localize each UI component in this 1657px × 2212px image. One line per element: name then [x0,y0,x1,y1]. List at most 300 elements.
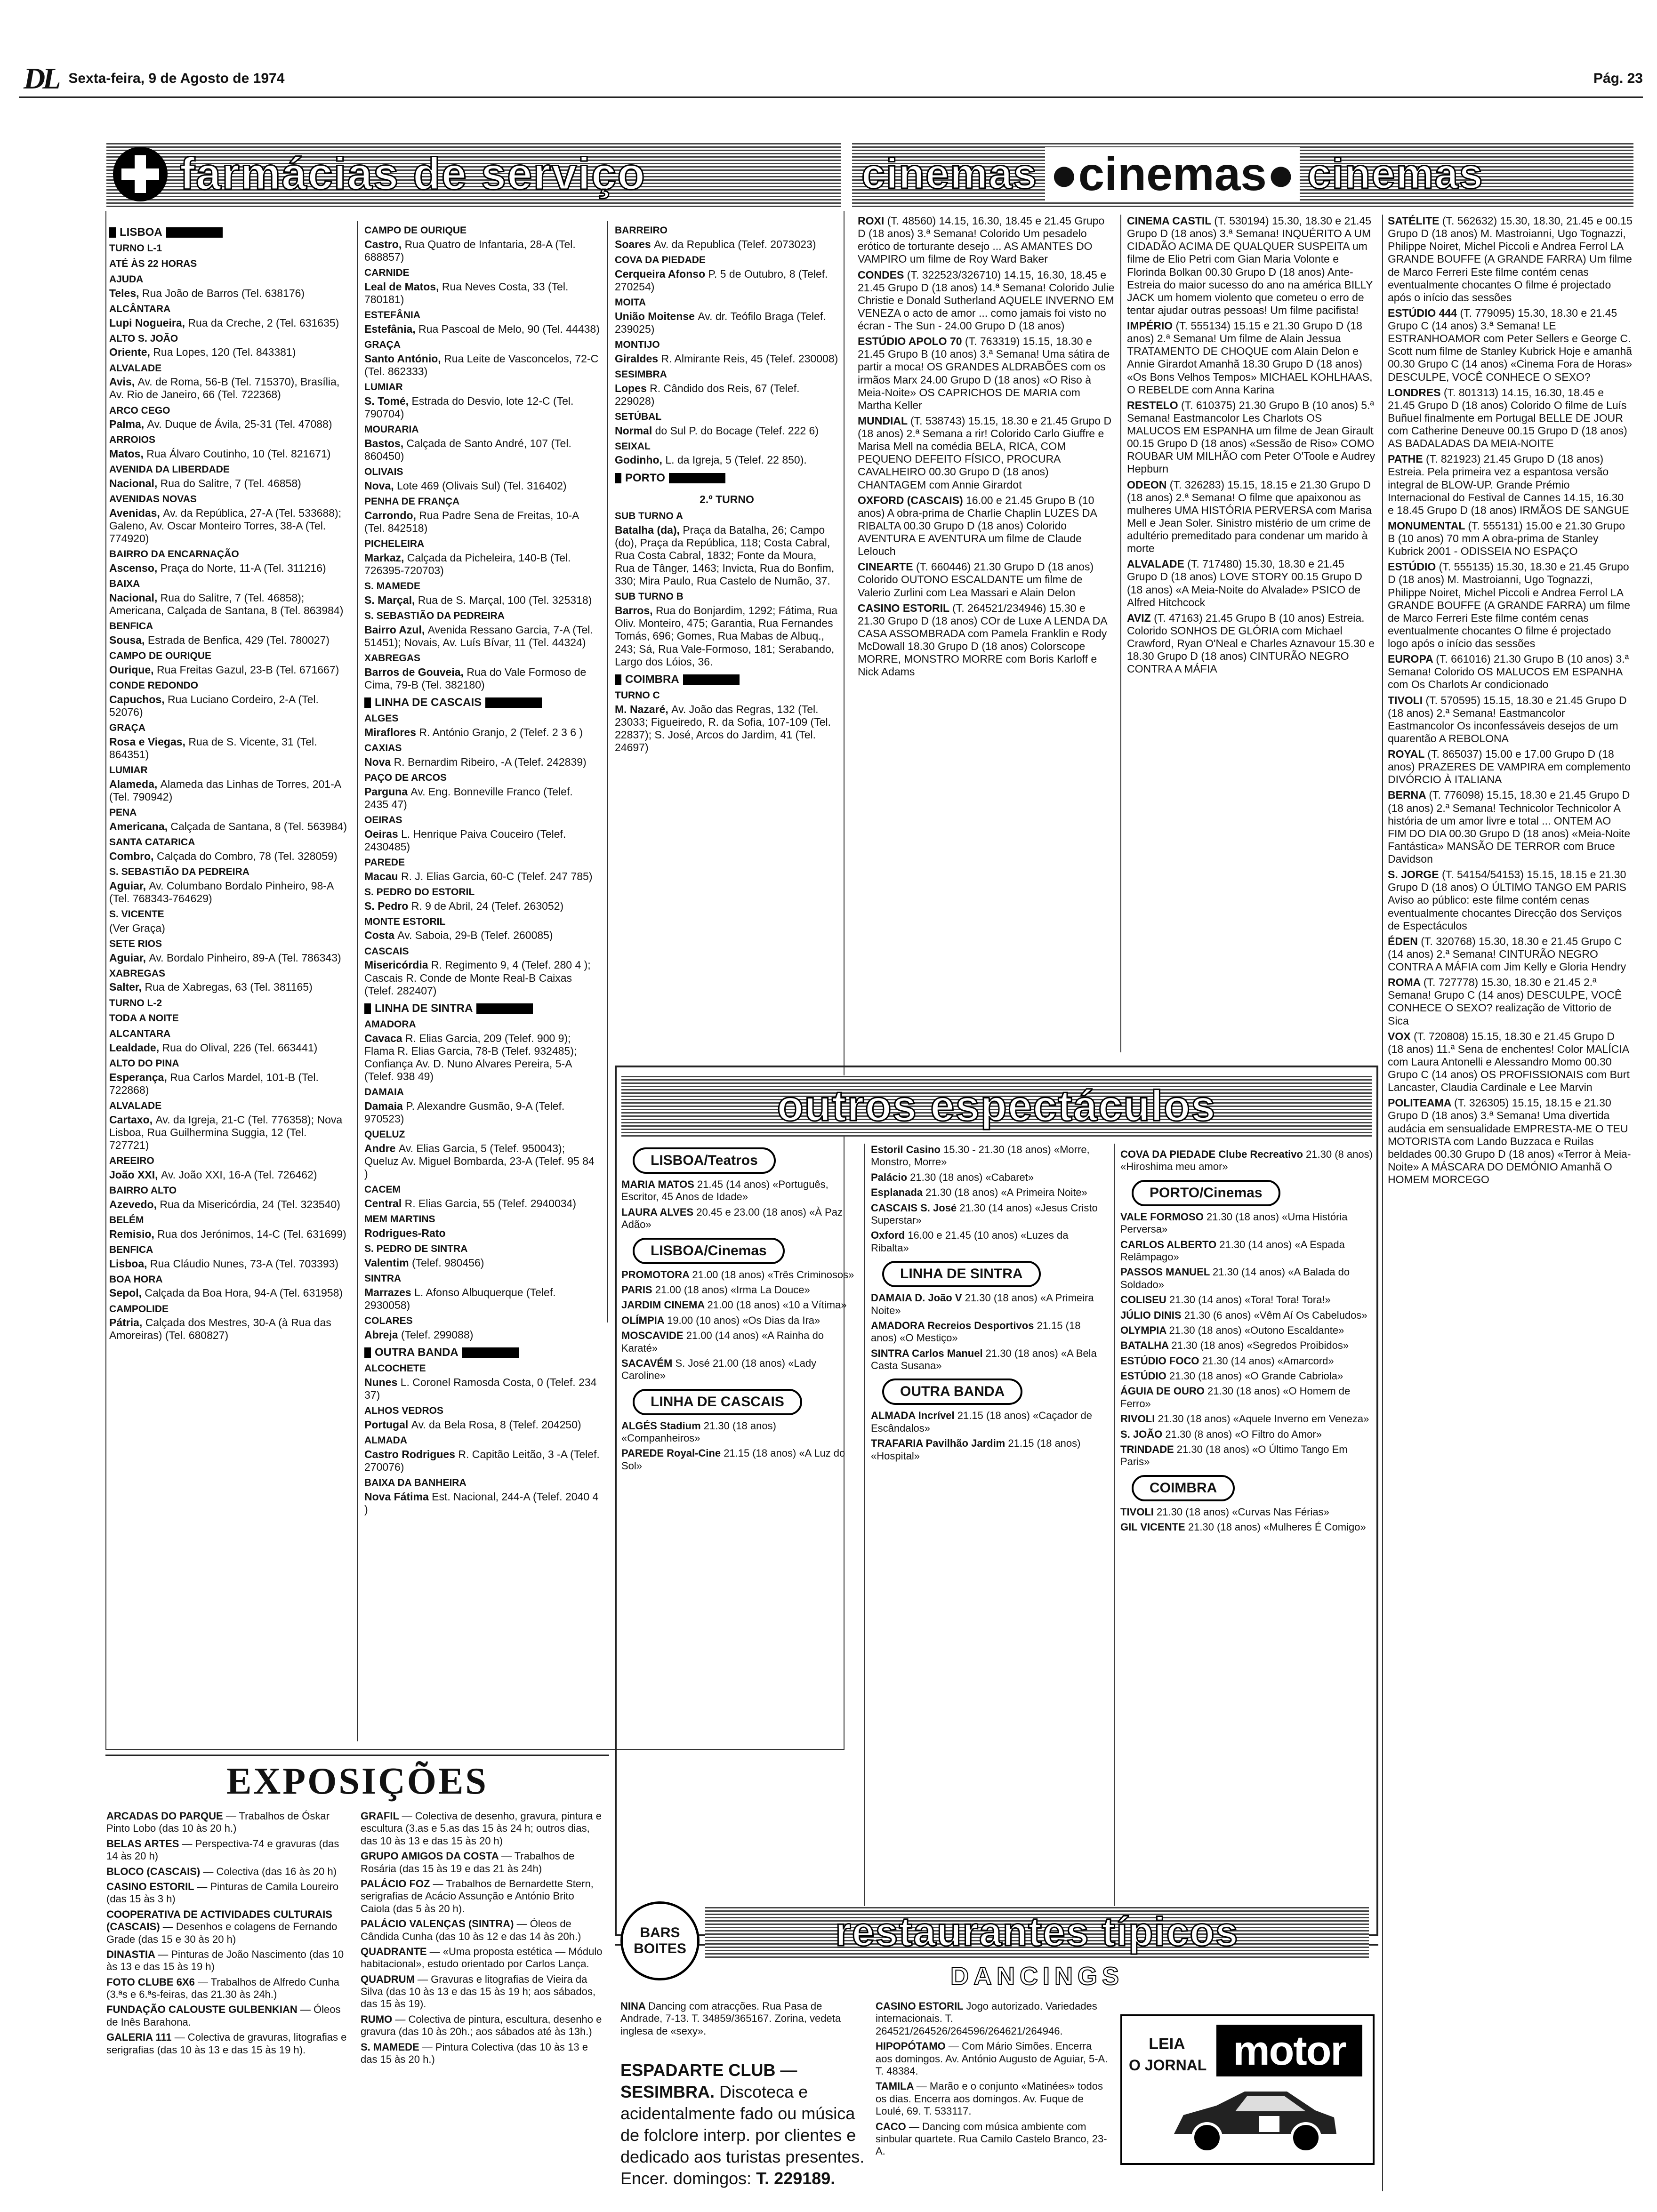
column-divider [1120,215,1121,1052]
heading-bar-icon [364,1003,371,1014]
listing-name: TAMILA [876,2080,917,2092]
listing-entry [1127,612,1376,676]
listing-name: ESTÚDIO [1120,1370,1169,1382]
listing-name: S. Pedro [364,899,411,912]
listing-details: (T. 48560) 14.15, 16.30, 18.45 e 21.45 Grupo D (18 anos) 3.ª Semana! Colorido Um pesadelo erótico de torturante desejo ... AS AMANTES DO VAMPIRO um filme de Roy Ward Baker [858,215,1105,265]
listing-details: Est. Nacional, 244-A (Telef. 2040 4 ) [364,1491,599,1516]
listing-name: Rosa e Viegas, [109,735,189,748]
listing-entry [615,425,839,437]
listing-name: S. Marçal, [364,593,418,606]
listing-name: Avenidas, [109,506,163,519]
listing-details: L. Afonso Albuquerque (Telef. 2930058) [364,1286,556,1312]
district-label: SUB TURNO A [615,511,684,522]
listing-name: Lealdade, [109,1041,162,1054]
listing-entry [109,664,349,676]
district-label: MONTIJO [615,339,660,350]
listing-name: RESTELO [1127,399,1182,411]
listing-entry [364,437,600,463]
listing-details: 21.30 (18 anos) «Companheiros» [621,1419,776,1444]
listing-entry [364,1448,600,1474]
listing-details: 20.45 e 23.00 (18 anos) «À Paz Adão» [621,1206,843,1231]
district-label: BARREIRO [615,225,668,236]
listing-entry [109,1198,349,1211]
listing-entry [1120,1370,1375,1382]
listing-entry [109,634,349,647]
district-label: ESTEFÂNIA [364,310,421,321]
listing-details: Rua de S. Vicente, 31 (Tel. 864351) [109,735,317,761]
bars-column-2 [876,2000,1111,2161]
district-label: MEM MARTINS [364,1214,435,1225]
listing-entry [106,1810,351,1835]
listing-name: Cavaca [364,1032,405,1044]
listing-name: Central [364,1197,405,1210]
listing-details: 21.15 (18 anos) «A Luz do Sol» [621,1447,845,1472]
listing-details: L. Henrique Paiva Couceiro (Telef. 2430485) [364,827,566,853]
listing-details: 21.30 (14 anos) «A Balada do Soldado» [1120,1266,1350,1290]
listing-name: Rodrigues-Rato [364,1227,446,1240]
motor-advert [1120,2014,1375,2165]
listing-entry [364,726,600,739]
shift-label: 2.º TURNO [700,493,754,505]
cinemas-banner-right: cinemas [1307,150,1484,198]
listing-entry [109,778,349,803]
listing-details: Av. da República, 27-A (Tel. 533688); Galeno, Av. Oscar Monteiro Torres, 38-A (Tel. 774920) [109,506,342,545]
listing-name: SATÉLITE [1388,215,1442,227]
listing-entry [109,880,349,905]
listing-name: JARDIM CINEMA [621,1299,708,1311]
listing-details: (T. 530194) 15.30, 18.30 e 21.45 Grupo D (18 anos) 3.ª Semana! INQUÉRITO A UM CIDADÃO ACIMA DE QUALQUER SUSPEITA um filme de Elio Petri com Gian Maria Volonte e Florinda Bolkan 00.30 Grupo D (18 anos) Ante-Estreia do maior sucesso do ano na américa BILLY JACK um homem violento que cometeu o erro de tentar ajudar outras pessoas! Um filme pacifista! [1127,215,1373,316]
listing-name: Azevedo, [109,1198,160,1210]
listing-details: (T. 661016) 21.30 Grupo B (10 anos) 3.ª Semana! Colorido OS MALUCOS EM ESPANHA com Os Charlots Ar condicionado [1388,653,1629,691]
listing-details: Dancing com atracções. Rua Pasa de Andrade, 7-13. T. 34859/365167. Zorina, vedeta inglesa de «sexy». [620,2000,841,2037]
listing-entry [1388,748,1633,786]
listing-name: ALMADA Incrível [871,1410,957,1422]
listing-entry [621,1330,857,1354]
listing-entry [621,1447,857,1472]
listing-name: ODEON [1127,478,1170,491]
listing-name: CINEMA CASTIL [1127,215,1215,227]
listing-details: 15.30 - 21.30 (18 anos) «Morre, Monstro, Morre» [871,1144,1090,1168]
listing-details: (T. 801313) 14.15, 16.30, 18.45 e 21.45 Grupo D (18 anos) Colorido O filme de Luís Buñuel finalmente em Portugal BELLE DE JOUR com Catherine Deneuve 00.15 Grupo D (18 anos) AS BADALADAS DA MEIA-NOITE [1388,386,1627,450]
pharmacies-column-2 [364,221,600,1519]
district-label: BENFICA [109,1244,153,1255]
listing-name: SINTRA Carlos Manuel [871,1347,986,1359]
district-label: CASCAIS [364,946,409,957]
district-label: AVENIDAS NOVAS [109,494,197,505]
listing-details: (T. 821923) 21.45 Grupo D (18 anos) Estreia. Pela primeira vez a espantosa versão integral de BLOW-UP. Grande Prémio Internacional do Festival de Cannes 14.15, 16.30 e 18.45 Grupo D (18 anos) IRMÃOS DE SANGUE [1388,453,1629,516]
listing-details: Rua Carlos Mardel, 101-B (Tel. 722868) [109,1071,319,1096]
listing-entry [621,1178,857,1203]
listing-entry [871,1186,1106,1199]
listing-name: Matos, [109,448,147,460]
heading-bar-icon [485,697,542,708]
listing-entry [1388,935,1633,973]
listing-entry [364,594,600,607]
listing-entry [109,287,349,300]
heading-bar-icon [462,1347,519,1358]
listing-details: 21.30 (18 anos) «Curvas Nas Férias» [1157,1506,1329,1518]
motor-ad-leia: LEIA [1149,2035,1185,2053]
listing-name: Estoril Casino [871,1144,944,1155]
district-label: PENHA DE FRANÇA [364,496,460,507]
listing-entry [106,1908,351,1946]
listing-name: S. JOÃO [1120,1428,1166,1440]
listing-name: Markaz, [364,551,407,564]
listing-details: — Óleos de Inês Barahona. [106,2004,341,2028]
outros-column-3 [1120,1148,1375,1537]
listing-details: (T. 538743) 15.15, 18.30 e 21.45 Grupo D (18 anos) 2.ª Semana a rir! Colorido Carlo Giuffre e Marisa Mell na comédia BELA, RICA, COM PEQUENO DEFEITO FÍSICO, PROCURA CAVALHEIRO 00.30 Grupo D (18 anos) CHANTAGEM com Annie Girardot [858,414,1112,491]
listing-details: (Ver Graça) [109,922,165,934]
listing-entry [1120,1521,1375,1533]
heading-bar-icon [109,227,116,238]
listing-details: 21.30 (18 anos) «Uma História Perversa» [1120,1210,1348,1235]
listing-name: ALVALADE [1127,558,1188,570]
listing-name: AVIZ [1127,611,1154,624]
listing-entry [361,1810,605,1847]
bars-label: BARS [640,1924,680,1940]
listing-details: 21.30 (18 anos) «A Primeira Noite» [925,1186,1087,1199]
listing-name: COLISEU [1120,1294,1169,1306]
listing-name: Nova [364,755,394,768]
listing-name: Carrondo, [364,509,419,521]
listing-details: — Desenhos e colagens de Fernando Grade (das 15 e 30 às 20 h) [106,1921,338,1945]
listing-entry [620,2000,865,2037]
exposicoes-column-1 [106,1810,351,2059]
listing-entry [109,507,349,545]
listing-name: Leal de Matos, [364,280,442,293]
listing-name: CASINO ESTORIL [876,2000,966,2012]
heading-bar-icon [364,697,371,708]
restaurantes-banner-title: restaurantes típicos [835,1909,1239,1955]
listing-name: Sepol, [109,1287,145,1299]
section-heading-label: OUTRA BANDA [375,1346,458,1359]
listing-name: CASINO ESTORIL [858,601,953,614]
listing-details: 21.30 (18 anos) «Segredos Proibidos» [1171,1339,1349,1352]
listing-entry [1120,1324,1375,1337]
motor-ad-jornal: O JORNAL [1129,2057,1207,2074]
district-label: GRAÇA [109,722,145,734]
listing-name: ARCADAS DO PARQUE [106,1810,226,1822]
district-label: ALCOCHETE [364,1363,426,1374]
listing-entry [621,1299,857,1311]
district-label: XABREGAS [364,652,421,664]
listing-entry [1127,399,1376,476]
listing-entry [109,820,349,833]
listing-details: — Trabalhos de Alfredo Cunha (3.ªs e 6.ªs-feiras, das 21.30 às 24h.) [106,1976,339,2001]
listing-details: Jogo autorizado. Variedades internacionais. T. 264521/264526/264596/264621/264946. [876,2000,1097,2037]
district-label: COLARES [364,1315,413,1327]
listing-details: 21.30 (18 anos) «Aquele Inverno em Veneza» [1158,1413,1369,1425]
listing-name: IMPÉRIO [1127,320,1176,332]
district-label: CAMPO DE OURIQUE [364,225,467,236]
listing-details: 16.00 e 21.45 Grupo B (10 anos) A obra-prima de Charlie Chaplin LUZES DA RIBALTA 00.30 Grupo D (18 anos) Colorido AVENTURA E AVENTURA um filme de Claude Lelouch [858,494,1097,558]
listing-details: 21.00 (18 anos) «Três Criminosos» [692,1268,854,1281]
cinemas-column-1 [858,215,1115,681]
pharmacies-column-3 [615,221,839,757]
listing-name: PARIS [621,1283,655,1296]
listing-name: ÁGUIA DE OURO [1120,1385,1207,1397]
listing-entry [1388,789,1633,866]
listing-entry [1388,307,1633,384]
district-label: GRAÇA [364,339,401,350]
listing-entry [871,1437,1106,1462]
listing-entry [109,1287,349,1299]
district-label: OEIRAS [364,814,402,825]
listing-entry [1120,1239,1375,1264]
district-label: ALVALADE [109,1100,162,1111]
espadarte-ad [620,2060,865,2189]
listing-entry [615,238,839,251]
district-label: CACEM [364,1184,401,1195]
district-label: BENFICA [109,621,153,632]
listing-details: Rua do Salitre, 7 (Tel. 46858); Americana, Calçada de Santana, 8 (Tel. 863984) [109,592,344,617]
district-label: CONDE REDONDO [109,680,199,691]
listing-name: MARIA MATOS [621,1178,697,1190]
category-label: LINHA DE CASCAIS [633,1389,802,1415]
listing-name: Parguna [364,785,411,798]
heading-bar-icon [615,473,621,483]
district-label: MOITA [615,297,646,308]
listing-name: Combro, [109,850,157,862]
listing-entry [361,1973,605,2011]
listing-entry [1388,694,1633,745]
listing-name: Esperança, [109,1071,170,1083]
listing-name: TIVOLI [1120,1506,1157,1518]
listing-details: (T. 779095) 15.30, 18.30 e 21.45 Grupo C (14 anos) 3.ª Semana! LE ESTRANHOAMOR com Peter Sellers e George C. Scott num filme de Stanley Kubrick Hoje e amanhã 00.30 Grupo C (14 anos) «Cinema Fora de Horas» DESCULPE, VOCÊ CONHECE O SEXO? [1388,306,1633,383]
listing-entry [109,448,349,460]
listing-name: Sousa, [109,634,148,647]
listing-entry [364,785,600,811]
category-label: OUTRA BANDA [882,1378,1022,1405]
district-label: CAMPOLIDE [109,1303,169,1314]
listing-details: 21.30 (6 anos) «Vêm Aí Os Cabeludos» [1184,1309,1367,1321]
listing-name: Abreja [364,1328,401,1341]
listing-entry [361,1918,605,1943]
heading-bar-icon [683,674,740,685]
listing-entry [1388,868,1633,932]
listing-name: LONDRES [1388,386,1444,399]
listing-details: 21.15 (18 anos) «O Mestiço» [871,1319,1081,1344]
district-label: AREEIRO [109,1155,154,1167]
listing-entry [364,238,600,264]
listing-entry [364,666,600,691]
district-label: ARROIOS [109,434,156,446]
listing-entry [1120,1506,1375,1518]
listing-entry [876,2000,1111,2037]
listing-entry [1388,386,1633,450]
listing-details: Av. da Igreja, 21-C (Tel. 776358); Nova Lisboa, Rua Guilhermina Suggia, 12 (Tel. 727721) [109,1113,343,1151]
listing-entry [1388,1030,1633,1094]
listing-name: Cartaxo, [109,1113,156,1126]
listing-entry [364,1376,600,1402]
listing-entry [858,561,1115,599]
listing-entry [364,1142,600,1180]
column-divider [1382,215,1383,2191]
listing-details: — Colectiva (das 16 às 20 h) [203,1865,337,1877]
listing-entry [364,756,600,769]
listing-entry [364,353,600,378]
listing-name: DAMAIA D. João V [871,1292,965,1304]
listing-name: ALGÉS Stadium [621,1419,704,1432]
listing-entry [109,736,349,761]
listing-name: Miraflores [364,726,419,738]
district-label: S. PEDRO DO ESTORIL [364,886,475,898]
listing-details: R. Almirante Reis, 45 (Telef. 230008) [661,352,838,365]
listing-details: Rua do Vale Formoso de Cima, 79-B (Tel. 382180) [364,665,587,691]
listing-name: Andre [364,1142,399,1155]
listing-details: Calçada do Combro, 78 (Tel. 328059) [156,850,338,862]
listing-details: Calçada da Boa Hora, 94-A (Tel. 631958) [145,1287,343,1299]
district-label: SETE RIOS [109,938,162,949]
listing-details: (T. 320768) 15.30, 18.30 e 21.45 Grupo C (14 anos) 2.ª Semana! CINTURÃO NEGRO CONTRA A MÁFIA com Jim Kelly e Gloria Hendry [1388,935,1626,973]
listing-entry [615,268,839,293]
listing-details: R. Elias Garcia, 55 (Telef. 2940034) [404,1197,576,1210]
listing-details: — Com Mário Simões. Encerra aos domingos. Av. António Augusto de Aguiar, 5-A. T. 48384. [876,2040,1108,2077]
listing-name: Estefânia, [364,322,419,335]
listing-entry [364,624,600,649]
listing-entry [876,2121,1111,2158]
listing-details: Av. da Bela Rosa, 8 (Telef. 204250) [411,1419,581,1431]
listing-name: Esplanada [871,1186,926,1199]
listing-name: Godinho, [615,454,666,466]
listing-name: Bairro Azul, [364,623,428,636]
listing-details: Av. João das Regras, 132 (Tel. 23033; Figueiredo, R. da Sofia, 107-109 (Tel. 22837); S. José, Arcos do Jardim, 41 (Tel. 24697) [615,703,831,754]
listing-entry [106,2004,351,2028]
listing-details: Rua Lopes, 120 (Tel. 843381) [153,346,296,359]
outros-banner [621,1075,1372,1137]
listing-details: (T. 610375) 21.30 Grupo B (10 anos) 5.ª Semana! Eastmancolor Les Charlots OS MALUCOS EM ESPANHA um filme de Jean Girault 00.15 Grupo D (18 anos) «Sessão de Riso» COMO ROUBAR UM MILHÃO com Peter O'Toole e Audrey Hepburn [1127,399,1375,475]
listing-entry [109,346,349,359]
listing-details: (T. 555135) 15.30, 18.30 e 21.45 Grupo D (18 anos) M. Mastroianni, Ugo Tognazzi, Philippe Noiret, Michel Piccoli e Andrea Ferrol LA GRANDE BOUFFE (A GRANDE FARRA) um filme de Marco Ferreri Este filme contém cenas eventualmente chocantes O filme é projectado logo após o início das sessões [1388,561,1631,649]
district-label: ALGES [364,713,399,724]
listing-details: (T. 776098) 15.15, 18.30 e 21.45 Grupo D (18 anos) 2.ª Semana! Technicolor Technicolor A história de um amor livre e total ... ONTEM AO FIM DO DIA 00.30 Grupo D (18 anos) «Meia-Noite Fantástica» MANSÃO DE TERROR com Bruce Davidson [1388,789,1631,865]
district-label: BELÉM [109,1214,144,1226]
listing-name: Salter, [109,981,145,994]
district-label: AVENIDA DA LIBERDADE [109,464,230,475]
listing-entry [109,1228,349,1241]
listing-name: GALERIA 111 [106,2031,175,2044]
issue-date: Sexta-feira, 9 de Agosto de 1974 [68,71,285,86]
listing-details: Av. Elias Garcia, 5 (Telef. 950043); Queluz Av. Miguel Bombarda, 23-A (Telef. 95 84 ) [364,1142,595,1180]
listing-name: CINEARTE [858,561,916,573]
district-label: DAMAIA [364,1087,404,1098]
listing-name: TRINDADE [1120,1443,1177,1456]
listing-name: NINA [620,2000,649,2012]
listing-details: — «Uma proposta estética — Módulo habitacional», estudo orientado por Carlos Lança. [361,1945,603,1970]
listing-entry [364,828,600,853]
listing-entry [1388,976,1633,1027]
listing-details: Rua Leite de Vasconcelos, 72-C (Tel. 862333) [364,352,599,377]
listing-name: PASSOS MANUEL [1120,1266,1213,1278]
listing-details: — Pinturas de Camila Loureiro (das 15 às 3 h) [106,1880,339,1905]
listing-name: Aguiar, [109,951,149,964]
listing-name: LAURA ALVES [621,1206,697,1218]
listing-details: Rua de Xabregas, 63 (Tel. 381165) [145,981,313,994]
listing-details: R. Elias Garcia, 209 (Telef. 900 9); Flama R. Elias Garcia, 78-B (Telef. 932485); Confiança Av. D. Nuno Alvares Pereira, 5-A (Telef. 938 49) [364,1032,577,1083]
listing-entry [109,562,349,575]
listing-name: Capuchos, [109,693,168,705]
listing-entry [871,1144,1106,1169]
listing-entry [364,1257,600,1269]
listing-details: — Marão e o conjunto «Matinées» todos os dias. Encerra aos domingos. Av. Fuque de Loulé, 69. T. 533117. [876,2080,1103,2117]
listing-name: Ascenso, [109,562,161,575]
listing-name: SACAVÉM [621,1357,676,1369]
listing-details: 21.30 (14 anos) «Amarcord» [1202,1354,1334,1367]
listing-details: Av. dr. Teófilo Braga (Telef. 239025) [615,310,826,335]
category-label: LISBOA/Teatros [633,1147,776,1174]
listing-name: COOPERATIVA DE ACTIVIDADES CULTURAIS (CASCAIS) [106,1908,332,1933]
listing-details: 21.15 (18 anos) «Hospital» [871,1437,1081,1462]
listing-name: Oeiras [364,827,401,840]
district-label: SUB TURNO B [615,591,684,602]
listing-details: Estrada de Benfica, 429 (Tel. 780027) [147,634,330,647]
espadarte-text: Discoteca e acidentalmente fado ou música de folclore interp. por clientes e dedicado aos turistas presentes. Encer. domingos: [620,2082,865,2188]
district-label: LUMIAR [364,381,403,393]
listing-details: Estrada do Desvio, lote 12-C (Tel. 790704) [364,394,574,420]
listing-name: Batalha (da), [615,523,683,536]
listing-name: ROYAL [1388,748,1428,760]
listing-details: Praça da Batalha, 26; Campo (do), Praça da República, 118; Costa Cabral, Rua Costa Cabral, 1832; Fonte da Moura, Rua de Tânger, 1463; Invicta, Rua do Bonfim, 330; Mira Paulo, Rua Castelo de Numão, 37. [615,523,835,587]
column-divider [864,1144,865,1925]
heading-bar-icon [476,1003,533,1014]
listing-name: Damaia [364,1100,406,1113]
district-label: S. MAMEDE [364,580,421,592]
listing-entry [364,1197,600,1210]
listing-entry [106,1948,351,1973]
listing-details: — Gravuras e litografias de Vieira da Silva (das 10 às 13 e das 15 às 19 h; aos sábados, das 15 às 19). [361,1973,595,2010]
listing-details: Av. Duque de Ávila, 25-31 (Tel. 47088) [147,418,332,431]
listing-details: (T. 555131) 15.00 e 21.30 Grupo B (10 anos) 70 mm A obra-prima de Stanley Kubrick 2001 - ODISSEIA NO ESPAÇO [1388,519,1625,558]
section-rule [105,1755,609,1756]
listing-details: (T. 264521/234946) 15.30 e 21.30 Grupo D (18 anos) COr de Luxe A LENDA DA CASA ASSOMBRADA com Pamela Franklin e Rody McDowall 18.30 Grupo D (18 anos) Colorscope MORRE, MONSTRO MORRE com Boris Karloff e Nick Adams [858,601,1107,678]
listing-entry [361,2041,605,2066]
district-label: TURNO L-2 [109,997,162,1009]
listing-details: (T. 562632) 15.30, 18.30, 21.45 e 00.15 Grupo D (18 anos) M. Mastroianni, Ugo Tognazzi, Philippe Noiret, Michel Piccoli e Andrea Ferrol LA GRANDE BOUFFE (A GRANDE FARRA) Um filme de Marco Ferreri Este filme contém cenas eventualmente chocantes O filme é projectado após o início das sessões [1388,215,1633,304]
section-heading-label: COIMBRA [625,673,679,686]
exposicoes-column-2 [361,1810,605,2068]
category-label: COIMBRA [1132,1475,1235,1501]
listing-name: AMADORA Recreios Desportivos [871,1319,1037,1331]
listing-name: Palma, [109,418,147,431]
district-label: BAIXA [109,578,140,590]
district-label: XABREGAS [109,968,166,979]
listing-entry [109,317,349,329]
pharmacy-cross-icon [113,147,168,201]
listing-details: 21.00 (18 anos) «10 a Vítima» [707,1299,847,1311]
listing-entry [364,959,600,997]
listing-details: Alameda das Linhas de Torres, 201-A (Tel. 790942) [109,777,341,803]
listing-details: L. Coronel Ramosda Costa, 0 (Telef. 234 37) [364,1376,597,1402]
listing-name: ROMA [1388,976,1424,989]
listing-entry [364,323,600,336]
district-label: QUELUZ [364,1129,405,1140]
listing-details: Av. João XXI, 16-A (Tel. 726462) [161,1168,317,1181]
district-label: SESIMBRA [615,369,667,380]
listing-details: Av. Saboia, 29-B (Telef. 260085) [397,929,553,942]
listing-details: 21.30 (14 anos) «Jesus Cristo Superstar» [871,1202,1098,1226]
listing-details: 16.00 e 21.45 (10 anos) «Luzes da Ribalta» [871,1229,1069,1254]
listing-details: Rua do Olival, 226 (Tel. 663441) [162,1041,318,1054]
listing-name: Aguiar, [109,879,149,892]
listing-entry [871,1320,1106,1345]
section-heading [615,472,839,485]
listing-name: M. Nazaré, [615,703,672,715]
listing-entry [109,952,349,964]
listing-entry [1120,1294,1375,1306]
listing-entry [109,376,349,401]
listing-details: R. Regimento 9, 4 (Telef. 280 4 ); Cascais R. Conde de Monte Real-B Caixas (Telef. 282407) [364,959,591,997]
listing-entry [364,1286,600,1312]
